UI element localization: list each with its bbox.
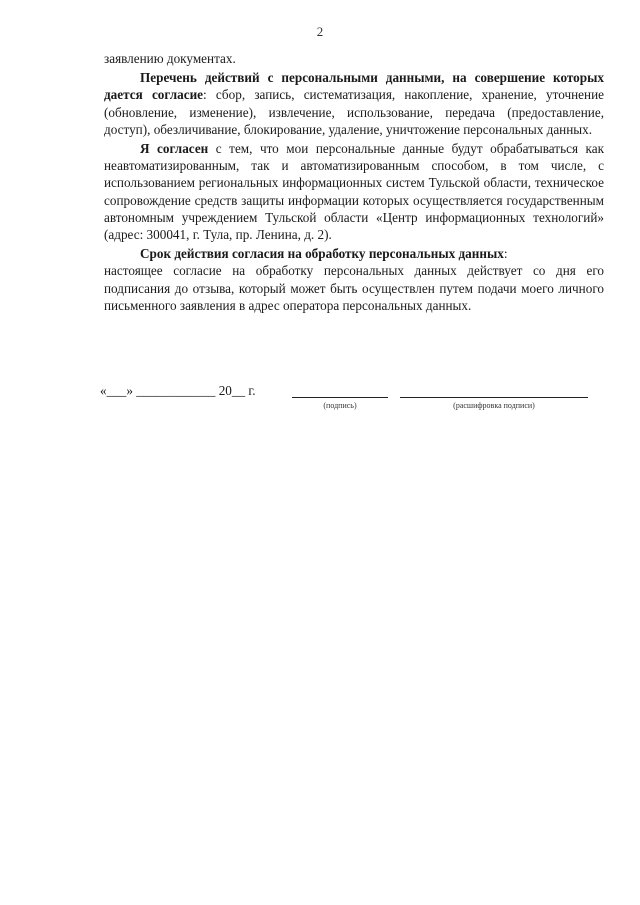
validity-colon: :	[503, 246, 508, 262]
paragraph-consent	[104, 140, 604, 243]
paragraph-continuation	[104, 50, 604, 67]
signature-caption: (подпись)	[323, 401, 357, 410]
validity-heading: Срок действия согласия на обработку персональных данных	[140, 246, 504, 262]
signature-block	[100, 383, 600, 423]
signature-line	[292, 397, 388, 398]
date-field: «___» ____________ 20__ г.	[100, 383, 256, 398]
transcript-caption: (расшифровка подписи)	[453, 401, 535, 410]
continuation-text: заявлению документах.	[104, 51, 236, 66]
page-number: 2	[316, 24, 324, 39]
document-body	[104, 50, 604, 314]
actions-heading: Перечень действий с персональными данными, на совершение которых дается согласие	[104, 70, 604, 103]
paragraph-validity-heading	[104, 245, 604, 262]
validity-text: настоящее согласие на обработку персональных данных действует со дня его подписания до отзыва, который может быть осуществлен путем подачи моего личного письменного заявления в адрес оператора персональных данных.	[104, 263, 604, 313]
paragraph-validity-text	[104, 262, 604, 314]
paragraph-actions-list	[104, 69, 604, 138]
actions-text: : сбор, запись, систематизация, накопление, хранение, уточнение (обновление, изменение), извлечение, использование, передача (предоставление, доступ), обезличивание, блокирование, удаление, уничтожение персональных данных.	[104, 87, 604, 137]
consent-heading: Я согласен	[140, 141, 209, 157]
consent-text: с тем, что мои персональные данные будут обрабатываться как неавтоматизированным, так и автоматизированным способом, в том числе, с использованием региональных информационных систем Тульской области, техническое сопровождение средств защиты информации которых осуществляется государственным автономным учреждением Тульской области «Центр информационных технологий» (адрес: 300041, г. Тула, пр. Ленина, д. 2).	[104, 141, 604, 243]
transcript-line	[400, 397, 588, 398]
